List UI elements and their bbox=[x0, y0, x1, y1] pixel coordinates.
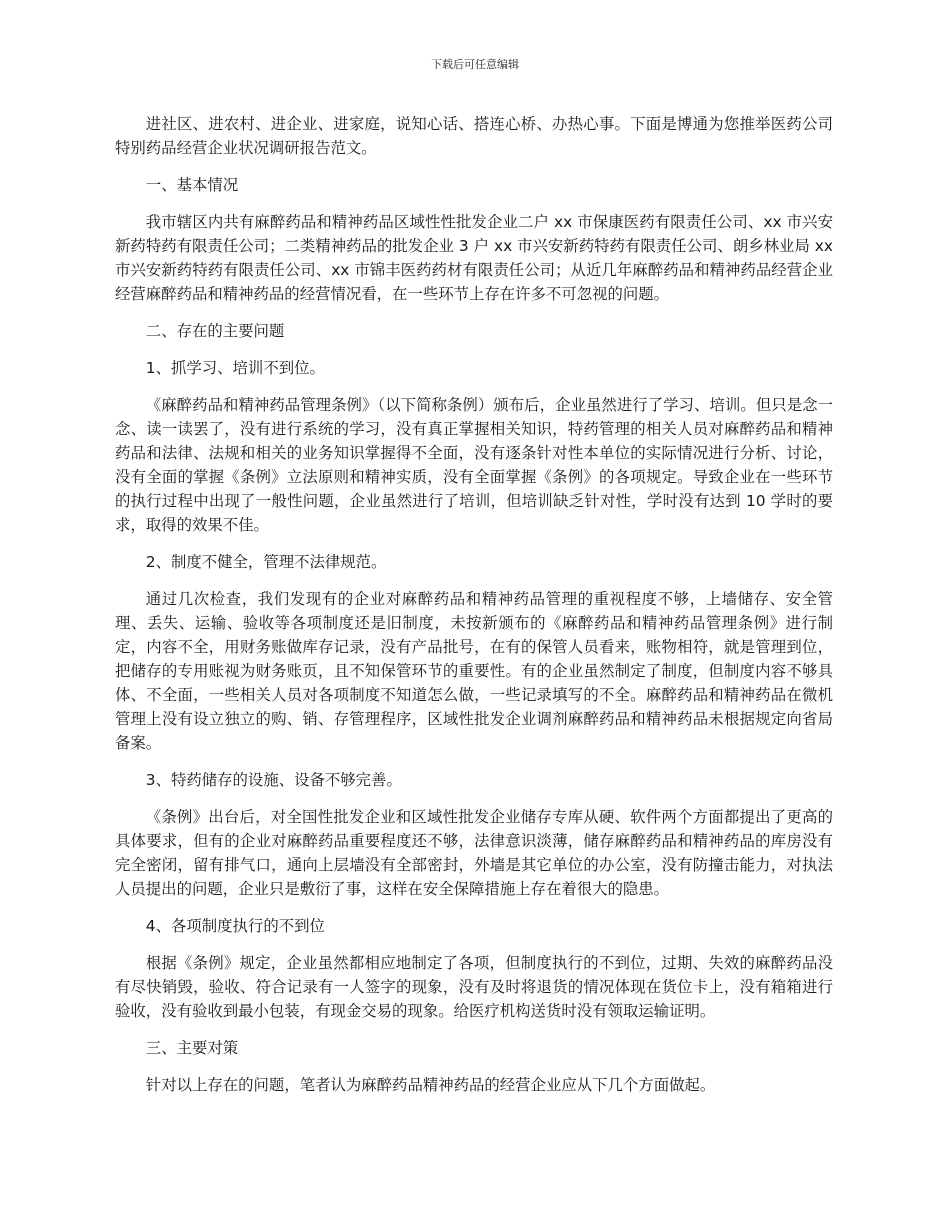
body-paragraph: 我市辖区内共有麻醉药品和精神药品区域性性批发企业二户 xx 市保康医药有限责任公司、xx 市兴安新药特药有限责任公司；二类精神药品的批发企业 3 户 xx 市兴安新药特药有限责任公司、朗乡林业局 xx 市兴安新药特药有限责任公司、xx 市锦丰医药药材有限责任公司；从近几年麻醉药品和精神药品经营企业经营麻醉药品和精神药品的经营情况看，在一些环节上存在许多不可忽视的问题。 bbox=[115, 213, 833, 303]
subheading-storage: 3、特药储存的设施、设备不够完善。 bbox=[145, 771, 402, 789]
body-paragraph: 针对以上存在的问题，笔者认为麻醉药品精神药品的经营企业应从下几个方面做起。 bbox=[145, 1076, 716, 1094]
section-heading-main-problems: 二、存在的主要问题 bbox=[145, 322, 285, 340]
body-paragraph: 通过几次检查，我们发现有的企业对麻醉药品和精神药品管理的重视程度不够，上墙储存、安全管理、丢失、运输、验收等各项制度还是旧制度，未按新颁布的《麻醉药品和精神药品管理条例》进行制定，内容不全，用财务账做库存记录，没有产品批号，在有的保管人员看来，账物相符，就是管理到位，把储存的专用账视为财务账页，且不知保管环节的重要性。有的企业虽然制定了制度，但制度内容不够具体、不全面，一些相关人员对各项制度不知道怎么做，一些记录填写的不全。麻醉药品和精神药品在微机管理上没有设立独立的购、销、存管理程序，区域性批发企业调剂麻醉药品和精神药品未根据规定向省局备案。 bbox=[115, 590, 833, 752]
intro-paragraph: 进社区、进农村、进企业、进家庭，说知心话、搭连心桥、办热心事。下面是博通为您推举医药公司特别药品经营企业状况调研报告范文。 bbox=[115, 115, 833, 157]
subheading-system: 2、制度不健全，管理不法律规范。 bbox=[145, 553, 387, 571]
body-paragraph: 《条例》出台后，对全国性批发企业和区域性批发企业储存专库从硬、软件两个方面都提出了更高的具体要求，但有的企业对麻醉药品重要程度还不够，法律意识淡薄，储存麻醉药品和精神药品的库房没有完全密闭，留有排气口，通向上层墙没有全部密封，外墙是其它单位的办公室，没有防撞击能力，对执法人员提出的问题，企业只是敷衍了事，这样在安全保障措施上存在着很大的隐患。 bbox=[115, 808, 833, 898]
section-heading-countermeasures: 三、主要对策 bbox=[145, 1039, 239, 1057]
subheading-training: 1、抓学习、培训不到位。 bbox=[145, 359, 325, 377]
section-heading-basic-situation: 一、基本情况 bbox=[145, 176, 239, 194]
header-note: 下载后可任意编辑 bbox=[431, 58, 519, 71]
body-paragraph: 根据《条例》规定，企业虽然都相应地制定了各项，但制度执行的不到位，过期、失效的麻醉药品没有尽快销毁，验收、符合记录有一人签字的现象，没有及时将退货的情况体现在货位卡上，没有箱箱进行验收，没有验收到最小包装，有现金交易的现象。给医疗机构送货时没有领取运输证明。 bbox=[115, 954, 833, 1020]
document-body bbox=[115, 112, 833, 1110]
body-paragraph: 《麻醉药品和精神药品管理条例》（以下简称条例）颁布后，企业虽然进行了学习、培训。但只是念一念、读一读罢了，没有进行系统的学习，没有真正掌握相关知识，特药管理的相关人员对麻醉药品和精神药品和法律、法规和相关的业务知识掌握得不全面，没有逐条针对性本单位的实际情况进行分析、讨论，没有全面的掌握《条例》立法原则和精神实质，没有全面掌握《条例》的各项规定。导致企业在一些环节的执行过程中出现了一般性问题，企业虽然进行了培训，但培训缺乏针对性，学时没有达到 10 学时的要求，取得的效果不佳。 bbox=[115, 396, 833, 534]
subheading-execution: 4、各项制度执行的不到位 bbox=[145, 917, 325, 935]
